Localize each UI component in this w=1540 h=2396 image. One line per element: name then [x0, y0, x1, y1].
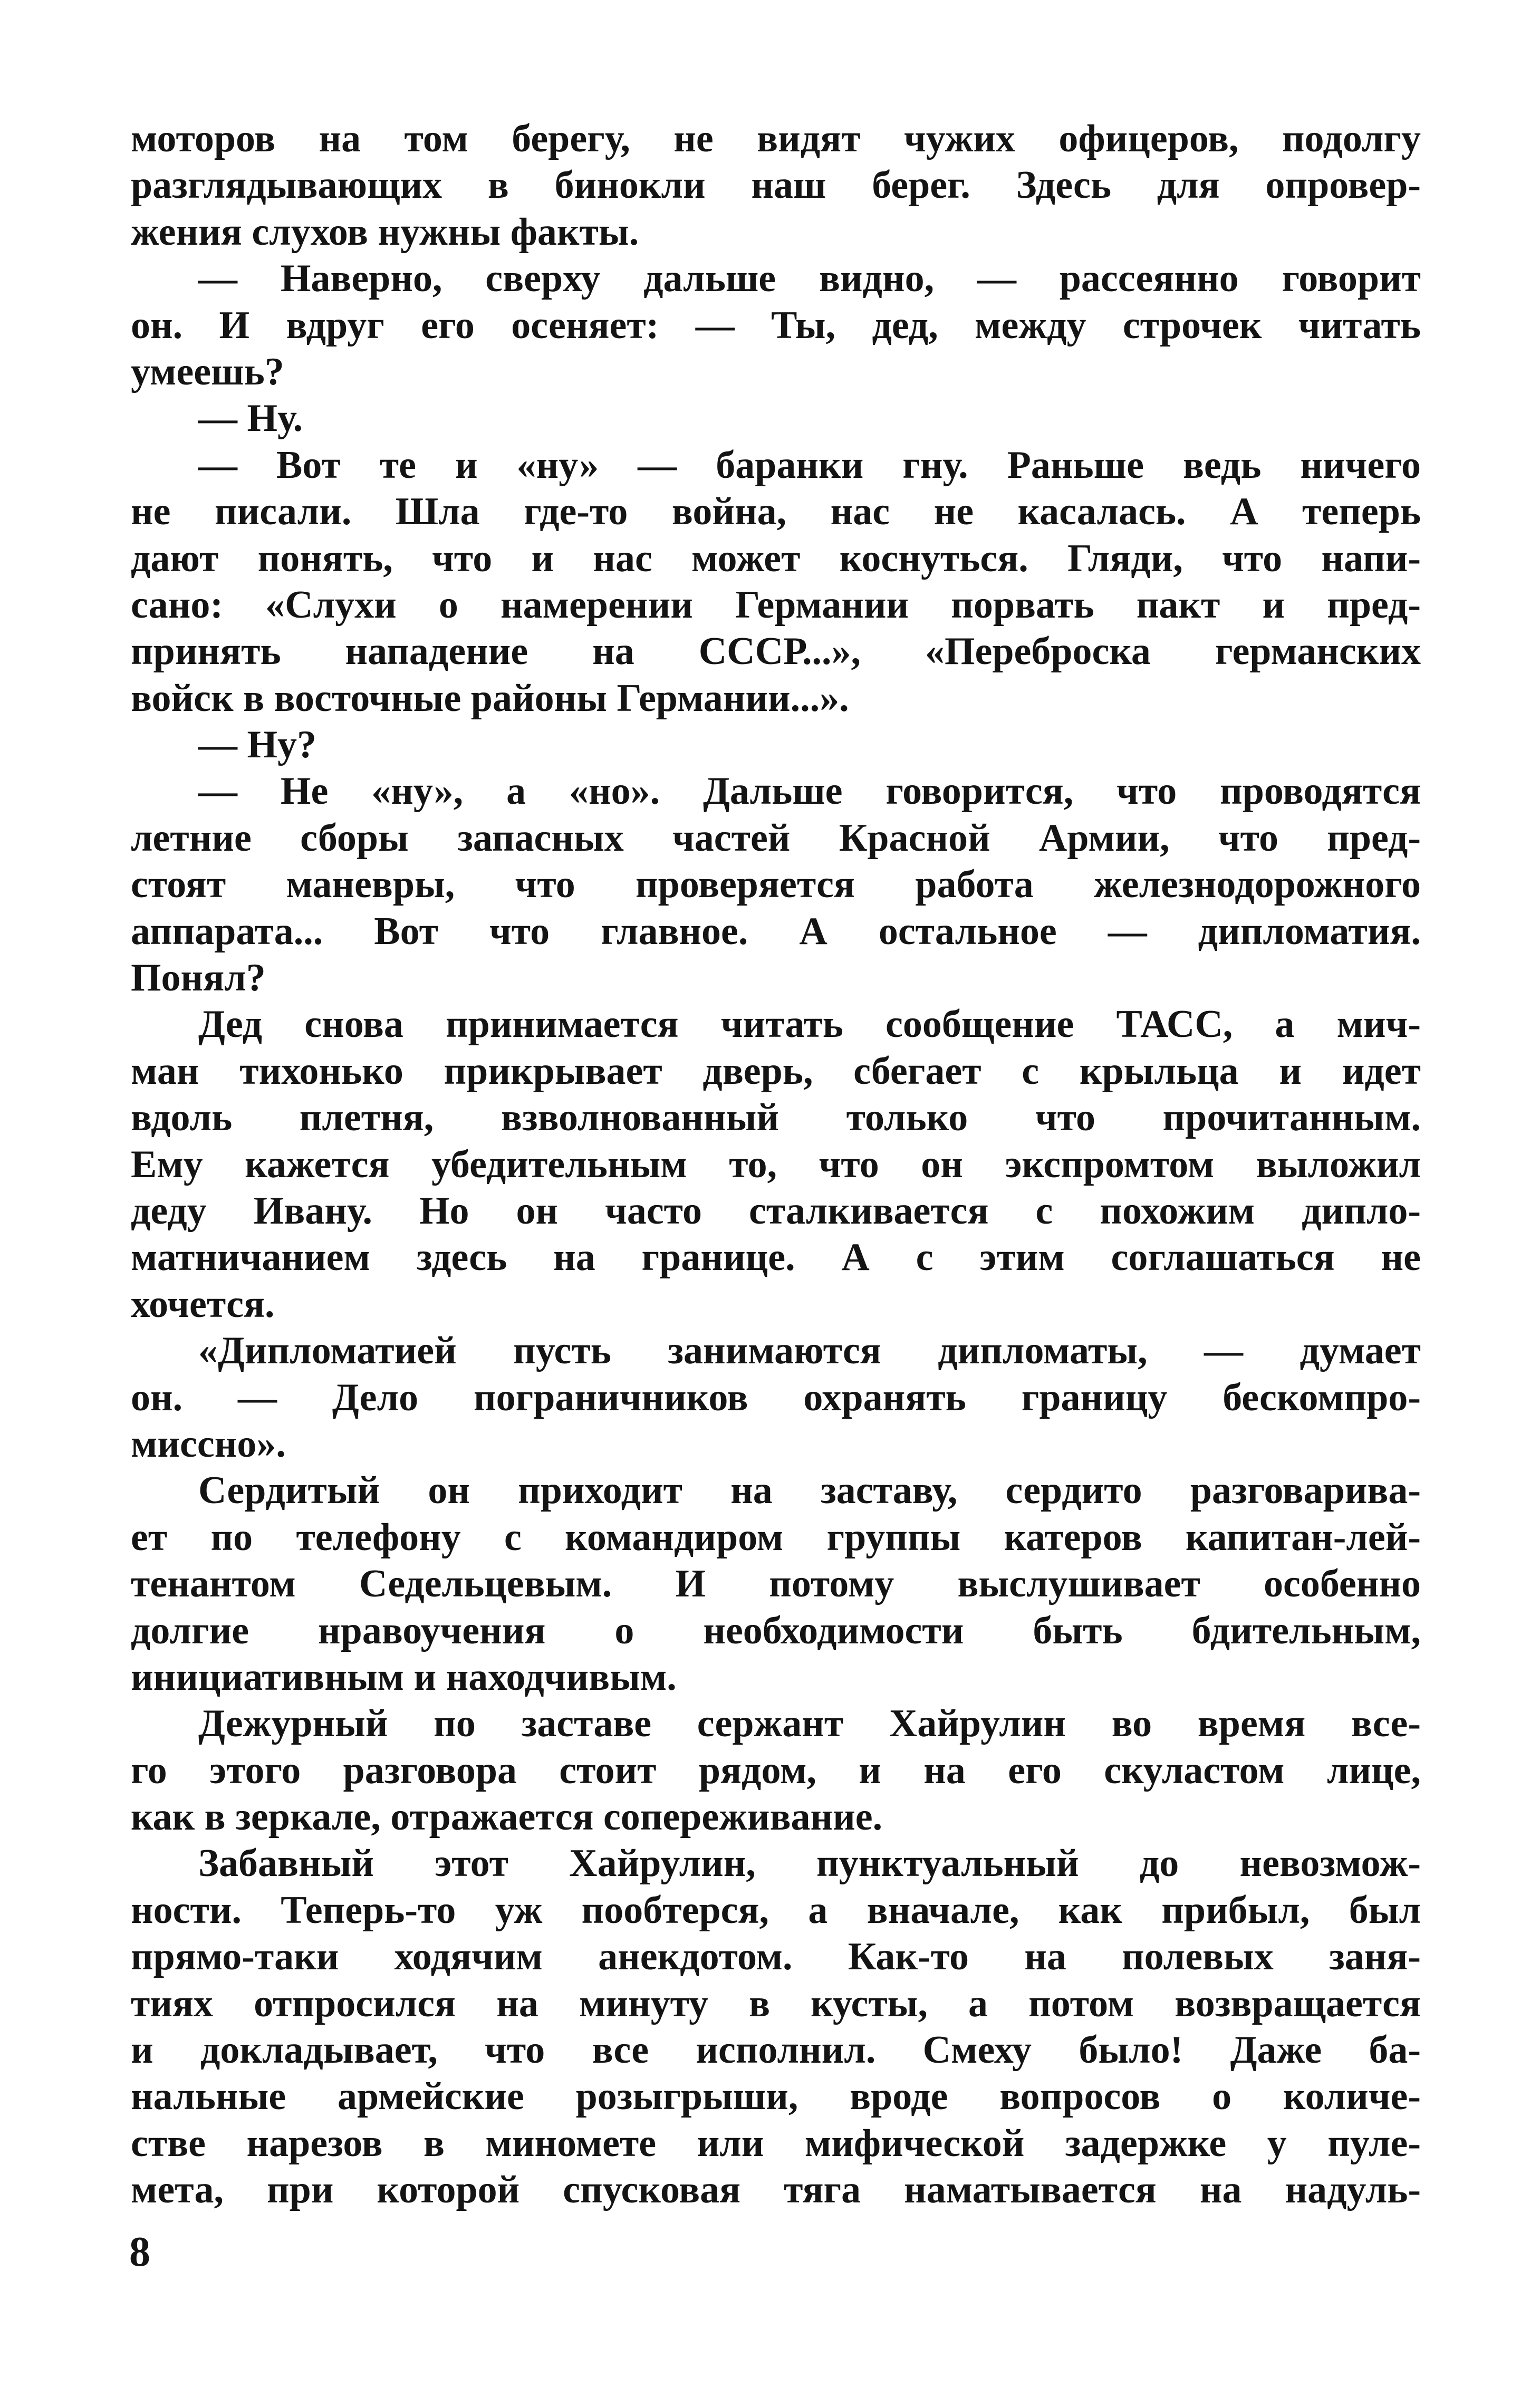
- page-number: 8: [129, 2229, 150, 2275]
- text-line: тиях отпросился на минуту в кусты, а потом возвращается: [131, 1981, 1421, 2025]
- text-line: тенантом Седельцевым. И потому выслушивает особенно: [131, 1562, 1421, 1606]
- text-line: не писали. Шла где-то война, нас не касалась. А теперь: [131, 490, 1421, 534]
- text-line: ности. Теперь-то уж пообтерся, а вначале, как прибыл, был: [131, 1888, 1421, 1932]
- text-line: нальные армейские розыгрыши, вроде вопросов о количе-: [131, 2075, 1421, 2119]
- text-line: — Ну.: [198, 397, 303, 440]
- text-line: сано: «Слухи о намерении Германии порвать пакт и пред-: [131, 583, 1421, 627]
- text-line: летние сборы запасных частей Красной Армии, что пред-: [131, 816, 1421, 860]
- text-line: долгие нравоучения о необходимости быть бдительным,: [131, 1609, 1421, 1652]
- text-line: прямо-таки ходячим анекдотом. Как-то на полевых заня-: [131, 1935, 1421, 1979]
- text-line: принять нападение на СССР...», «Переброска германских: [131, 630, 1421, 673]
- text-line: ман тихонько прикрывает дверь, сбегает с крыльца и идет: [131, 1049, 1421, 1093]
- text-line: Сердитый он приходит на заставу, сердито разговарива-: [198, 1469, 1421, 1513]
- text-line: стоят маневры, что проверяется работа железнодорожного: [131, 863, 1421, 907]
- text-line: мета, при которой спусковая тяга наматывается на надуль-: [131, 2168, 1421, 2212]
- text-line: матничанием здесь на границе. А с этим соглашаться не: [131, 1236, 1421, 1279]
- text-line: — Не «ну», а «но». Дальше говорится, что проводятся: [198, 769, 1421, 813]
- text-line: инициативным и находчивым.: [131, 1655, 677, 1699]
- text-line: — Ну?: [198, 723, 317, 767]
- text-line: аппарата... Вот что главное. А остальное — дипломатия.: [131, 909, 1421, 953]
- text-line: моторов на том берегу, не видят чужих офицеров, подолгу: [131, 117, 1421, 160]
- text-line: хочется.: [131, 1282, 275, 1326]
- text-line: Забавный этот Хайрулин, пунктуальный до невозмож-: [198, 1842, 1421, 1885]
- text-line: вдоль плетня, взволнованный только что прочитанным.: [131, 1096, 1421, 1140]
- text-line: Понял?: [131, 956, 266, 1000]
- text-line: он. — Дело пограничников охранять границу бескомпро-: [131, 1375, 1421, 1419]
- text-line: миссно».: [131, 1422, 286, 1466]
- body-text: [131, 116, 1421, 2214]
- text-line: — Наверно, сверху дальше видно, — рассеянно говорит: [198, 257, 1421, 301]
- text-line: стве нарезов в миномете или мифической задержке у пуле-: [131, 2121, 1421, 2165]
- text-line: дают понять, что и нас может коснуться. Гляди, что напи-: [131, 536, 1421, 580]
- text-line: и докладывает, что все исполнил. Смеху было! Даже ба-: [131, 2028, 1421, 2072]
- text-line: он. И вдруг его осеняет: — Ты, дед, между строчек читать: [131, 303, 1421, 347]
- text-line: ет по телефону с командиром группы катеров капитан-лей-: [131, 1515, 1421, 1559]
- text-line: умеешь?: [131, 350, 284, 393]
- text-line: деду Ивану. Но он часто сталкивается с похожим дипло-: [131, 1189, 1421, 1233]
- text-line: войск в восточные районы Германии...».: [131, 676, 849, 720]
- text-line: Дед снова принимается читать сообщение ТАСС, а мич-: [198, 1003, 1421, 1046]
- text-line: — Вот те и «ну» — баранки гну. Раньше ведь ничего: [198, 443, 1421, 487]
- text-line: как в зеркале, отражается сопереживание.: [131, 1795, 883, 1839]
- text-line: разглядывающих в бинокли наш берег. Здесь для опровер-: [131, 163, 1421, 207]
- text-line: «Дипломатией пусть занимаются дипломаты, — думает: [198, 1329, 1421, 1373]
- text-line: го этого разговора стоит рядом, и на его скуластом лице,: [131, 1748, 1421, 1792]
- text-line: Ему кажется убедительным то, что он экспромтом выложил: [131, 1142, 1421, 1186]
- text-line: жения слухов нужны факты.: [131, 210, 639, 254]
- text-line: Дежурный по заставе сержант Хайрулин во время все-: [198, 1702, 1421, 1746]
